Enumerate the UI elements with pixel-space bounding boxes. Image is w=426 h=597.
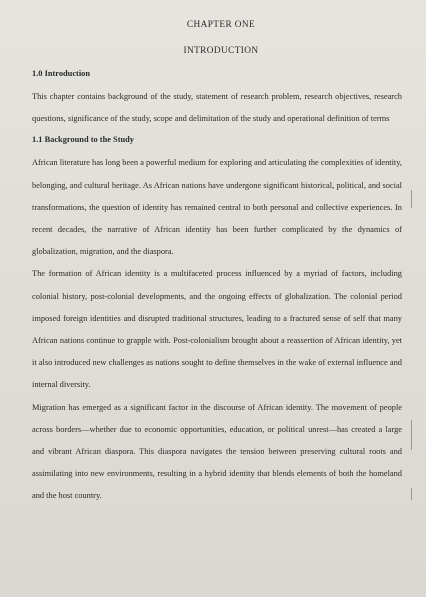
paragraph-background-3: Migration has emerged as a significant factor in the discourse of African identity. The movement of people across borders—whether due to economic opportunities, education, or political unrest—has created a large and vibrant African diaspora. This diaspora navigates the tension between preserving cultural roots and assimilating into new environments, resulting in a hybrid identity that blends elements of both the homeland and the host country. <box>32 402 402 501</box>
chapter-title: INTRODUCTION <box>183 46 259 56</box>
paragraph-background-2: The formation of African identity is a multifaceted process influenced by a myriad of factors, including colonial history, post-colonial developments, and the ongoing effects of globalization. The colonial period imposed foreign identities and disrupted traditional structures, leading to a fractured sense of self that many African nations continue to grapple with. Post-colonialism brought about a reassertion of African identity, yet it also introduced new challenges as nations sought to define themselves in the wake of external influence and internal diversity. <box>32 269 402 390</box>
page-edge-mark <box>411 420 412 450</box>
paragraph-intro: This chapter contains background of the study, statement of research problem, research objectives, research questions, significance of the study, scope and delimitation of the study and operational definition of terms <box>32 92 402 124</box>
page-edge-mark <box>411 488 412 500</box>
chapter-label: CHAPTER ONE <box>186 20 256 30</box>
paragraph-background-1: African literature has long been a powerful medium for exploring and articulating the complexities of identity, belonging, and cultural heritage. As African nations have undergone significant historical, political, and social transformations, the question of identity has remained central to both personal and collective experiences. In recent decades, the narrative of African identity has been further complicated by the dynamics of globalization, migration, and the diaspora. <box>32 158 402 257</box>
page-edge-mark <box>411 190 412 208</box>
section-heading-background: 1.1 Background to the Study <box>32 135 134 145</box>
section-heading-introduction: 1.0 Introduction <box>32 69 91 78</box>
